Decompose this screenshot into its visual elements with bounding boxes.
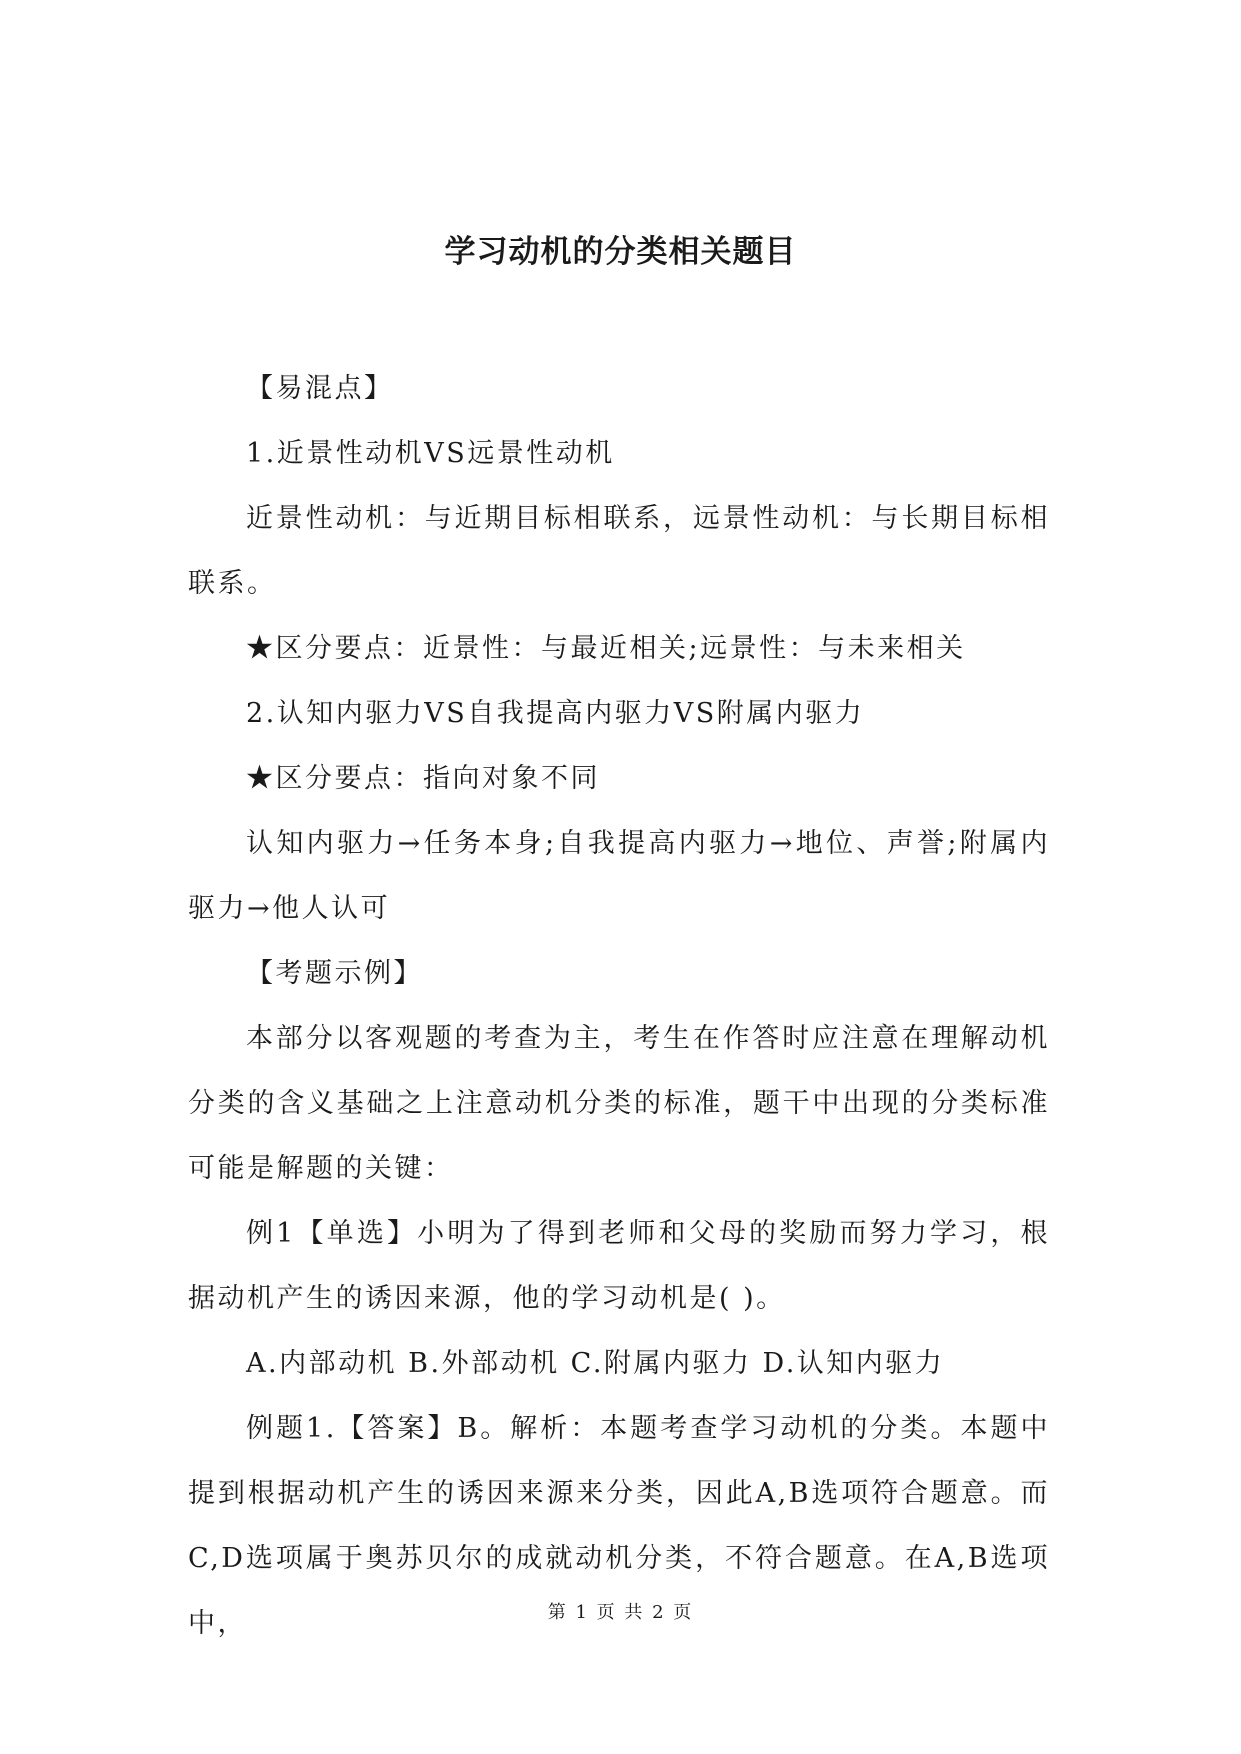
paragraph: ★区分要点：指向对象不同	[246, 763, 600, 794]
document-body	[188, 356, 1050, 1656]
question-options: A.内部动机 B.外部动机 C.附属内驱力 D.认知内驱力	[246, 1348, 945, 1379]
document-title: 学习动机的分类相关题目	[444, 234, 797, 270]
paragraph: 1.近景性动机VS远景性动机	[246, 438, 615, 469]
section-heading-confusing-points: 【易混点】	[246, 373, 394, 404]
paragraph: ★区分要点：近景性：与最近相关;远景性：与未来相关	[246, 633, 966, 664]
page-footer: 第 1 页 共 2 页	[547, 1602, 694, 1623]
question: 例1【单选】小明为了得到老师和父母的奖励而努力学习，根据动机产生的诱因来源，他的学习动机是( )。	[188, 1218, 1050, 1314]
paragraph: 近景性动机：与近期目标相联系，远景性动机：与长期目标相联系。	[188, 503, 1050, 599]
section-heading-exam-examples: 【考题示例】	[246, 958, 423, 989]
answer-explanation: 例题1.【答案】B。解析：本题考查学习动机的分类。本题中提到根据动机产生的诱因来源来分类，因此A,B选项符合题意。而C,D选项属于奥苏贝尔的成就动机分类，不符合题意。在A,B选项中，	[188, 1413, 1050, 1639]
paragraph: 2.认知内驱力VS自我提高内驱力VS附属内驱力	[246, 698, 865, 729]
paragraph: 本部分以客观题的考查为主，考生在作答时应注意在理解动机分类的含义基础之上注意动机分类的标准，题干中出现的分类标准可能是解题的关键：	[188, 1023, 1050, 1184]
paragraph: 认知内驱力→任务本身;自我提高内驱力→地位、声誉;附属内驱力→他人认可	[188, 828, 1050, 924]
